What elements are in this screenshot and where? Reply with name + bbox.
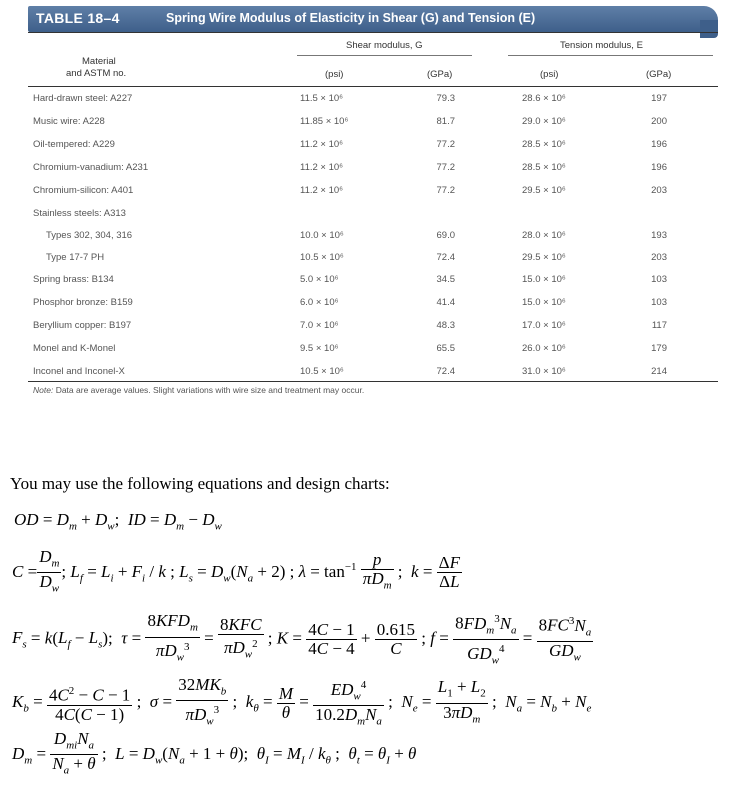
table-title-banner bbox=[28, 6, 718, 32]
row-tension-gpa: 203 bbox=[651, 252, 667, 263]
row-tension-gpa: 197 bbox=[651, 93, 667, 104]
row-shear-gpa: 41.4 bbox=[436, 297, 455, 308]
row-material: Oil-tempered: A229 bbox=[33, 139, 115, 150]
row-shear-gpa: 77.2 bbox=[436, 185, 455, 196]
row-tension-gpa: 200 bbox=[651, 116, 667, 127]
header-shear-modulus: Shear modulus, G bbox=[346, 40, 423, 51]
row-material: Chromium-vanadium: A231 bbox=[33, 162, 149, 173]
header-material: Material bbox=[82, 56, 116, 67]
header-top-rule bbox=[28, 32, 718, 33]
table-title: Spring Wire Modulus of Elasticity in Shear (G) and Tension (E) bbox=[166, 11, 536, 25]
row-tension-psi: 17.0 × 10⁶ bbox=[522, 320, 566, 331]
table-number: TABLE 18–4 bbox=[36, 10, 120, 26]
row-shear-psi: 10.0 × 10⁶ bbox=[300, 230, 344, 241]
row-shear-psi: 11.2 × 10⁶ bbox=[300, 162, 344, 173]
tension-group-rule bbox=[508, 55, 713, 56]
row-shear-psi: 10.5 × 10⁶ bbox=[300, 366, 344, 377]
row-material: Spring brass: B134 bbox=[33, 274, 114, 285]
note-text: Data are average values. Slight variations with wire size and treatment may occur. bbox=[53, 385, 365, 395]
row-tension-psi: 26.0 × 10⁶ bbox=[522, 343, 566, 354]
row-shear-gpa: 69.0 bbox=[436, 230, 455, 241]
banner-tail bbox=[700, 20, 718, 38]
row-shear-psi: 5.0 × 10⁶ bbox=[300, 274, 339, 285]
row-shear-gpa: 48.3 bbox=[436, 320, 455, 331]
header-e-psi: (psi) bbox=[540, 69, 559, 80]
row-shear-gpa: 72.4 bbox=[436, 366, 455, 377]
row-shear-gpa: 77.2 bbox=[436, 162, 455, 173]
table-note bbox=[33, 385, 364, 395]
row-shear-psi: 11.5 × 10⁶ bbox=[300, 93, 344, 104]
equation-kb-sigma-ktheta-ne-na: $K_b$ = $\frac{4C^2 - C - 1}{4C(C - 1)}$ ; σ = $\frac{32MK_b}{\pi D_w^3}$ ; $k_\theta$ = $\frac{M}{\theta}$ = $\frac{ED_w^4}{10.2D_mN_a}$ ; $N_e$ = $\frac{L_1 + L_2}{3\pi D_m}$ ; $N_a = N_b + N_e$ bbox=[12, 675, 592, 728]
row-tension-gpa: 179 bbox=[651, 343, 667, 354]
row-material: Chromium-silicon: A401 bbox=[33, 185, 134, 196]
header-e-gpa: (GPa) bbox=[646, 69, 672, 80]
row-shear-gpa: 81.7 bbox=[436, 116, 455, 127]
row-material: Music wire: A228 bbox=[33, 116, 105, 127]
row-shear-gpa: 72.4 bbox=[436, 252, 455, 263]
header-g-gpa: (GPa) bbox=[427, 69, 453, 80]
row-tension-psi: 29.5 × 10⁶ bbox=[522, 252, 566, 263]
table-bottom-rule bbox=[28, 381, 718, 382]
row-tension-psi: 28.5 × 10⁶ bbox=[522, 139, 566, 150]
row-shear-gpa: 34.5 bbox=[436, 274, 455, 285]
row-tension-psi: 31.0 × 10⁶ bbox=[522, 366, 566, 377]
row-tension-psi: 28.5 × 10⁶ bbox=[522, 162, 566, 173]
equation-dm-l-theta: $D_m$ = $\frac{D_{mi}N_a}{N_a + \theta}$ ; $L = D_w(N_a + 1 + \theta)$; $\theta_I = M_I / k_\theta$ ; $\theta_t = \theta_I + \theta$ bbox=[12, 729, 417, 777]
header-astm: and ASTM no. bbox=[66, 68, 127, 79]
row-tension-gpa: 103 bbox=[651, 297, 667, 308]
row-shear-psi: 10.5 × 10⁶ bbox=[300, 252, 344, 263]
row-shear-gpa: 79.3 bbox=[436, 93, 455, 104]
row-material: Type 17-7 PH bbox=[46, 252, 105, 263]
equation-od-id: OD = $D_m + D_w$; ID = $D_m - D_w$ bbox=[14, 510, 222, 533]
row-material: Stainless steels: A313 bbox=[33, 208, 126, 219]
row-tension-psi: 28.6 × 10⁶ bbox=[522, 93, 566, 104]
row-tension-gpa: 214 bbox=[651, 366, 667, 377]
shear-group-rule bbox=[297, 55, 472, 56]
equation-c-lf-ls-lambda-k: C = $\frac{D_m}{D_w}$ ; $L_f = L_i + F_i / k$ ; $L_s = D_w(N_a + 2)$ ; $\lambda = \tan^{-1}$ $\frac{p}{\pi D_m}$ ; k = $\frac{\Delta F}{\Delta L}$ bbox=[12, 547, 460, 595]
row-shear-psi: 11.2 × 10⁶ bbox=[300, 185, 344, 196]
row-tension-gpa: 193 bbox=[651, 230, 667, 241]
row-tension-psi: 28.0 × 10⁶ bbox=[522, 230, 566, 241]
row-material: Hard-drawn steel: A227 bbox=[33, 93, 133, 104]
row-tension-gpa: 103 bbox=[651, 274, 667, 285]
row-shear-psi: 7.0 × 10⁶ bbox=[300, 320, 339, 331]
header-tension-modulus: Tension modulus, E bbox=[560, 40, 643, 51]
row-shear-psi: 6.0 × 10⁶ bbox=[300, 297, 339, 308]
row-tension-psi: 15.0 × 10⁶ bbox=[522, 297, 566, 308]
row-material: Types 302, 304, 316 bbox=[46, 230, 133, 241]
row-shear-gpa: 65.5 bbox=[436, 343, 455, 354]
row-shear-psi: 11.2 × 10⁶ bbox=[300, 139, 344, 150]
row-tension-psi: 29.5 × 10⁶ bbox=[522, 185, 566, 196]
row-shear-gpa: 77.2 bbox=[436, 139, 455, 150]
row-tension-psi: 15.0 × 10⁶ bbox=[522, 274, 566, 285]
equations-intro: You may use the following equations and design charts: bbox=[10, 474, 390, 493]
row-shear-psi: 11.85 × 10⁶ bbox=[300, 116, 349, 127]
equation-fs-tau-k-f: $F_s = k(L_f - L_s)$; τ = $\frac{8KFD_m}{\pi D_w^3}$ = $\frac{\text{8KFC}}{\pi D_w^2}$ ; K = $\frac{4C - 1}{4C - 4}$ + $\frac{0.615}{C}$ ; f = $\frac{8FD_m^3N_a}{GD_w^4}$ = $\frac{8FC^3N_a}{GD_w}$ bbox=[12, 611, 592, 667]
header-bottom-rule bbox=[28, 86, 718, 87]
row-material: Monel and K-Monel bbox=[33, 343, 116, 354]
row-shear-psi: 9.5 × 10⁶ bbox=[300, 343, 339, 354]
row-tension-gpa: 196 bbox=[651, 139, 667, 150]
row-material: Beryllium copper: B197 bbox=[33, 320, 132, 331]
header-g-psi: (psi) bbox=[325, 69, 344, 80]
row-material: Phosphor bronze: B159 bbox=[33, 297, 133, 308]
row-material: Inconel and Inconel-X bbox=[33, 366, 125, 377]
note-label: Note: bbox=[33, 385, 54, 395]
row-tension-gpa: 203 bbox=[651, 185, 667, 196]
row-tension-gpa: 117 bbox=[651, 320, 667, 331]
row-tension-psi: 29.0 × 10⁶ bbox=[522, 116, 566, 127]
row-tension-gpa: 196 bbox=[651, 162, 667, 173]
